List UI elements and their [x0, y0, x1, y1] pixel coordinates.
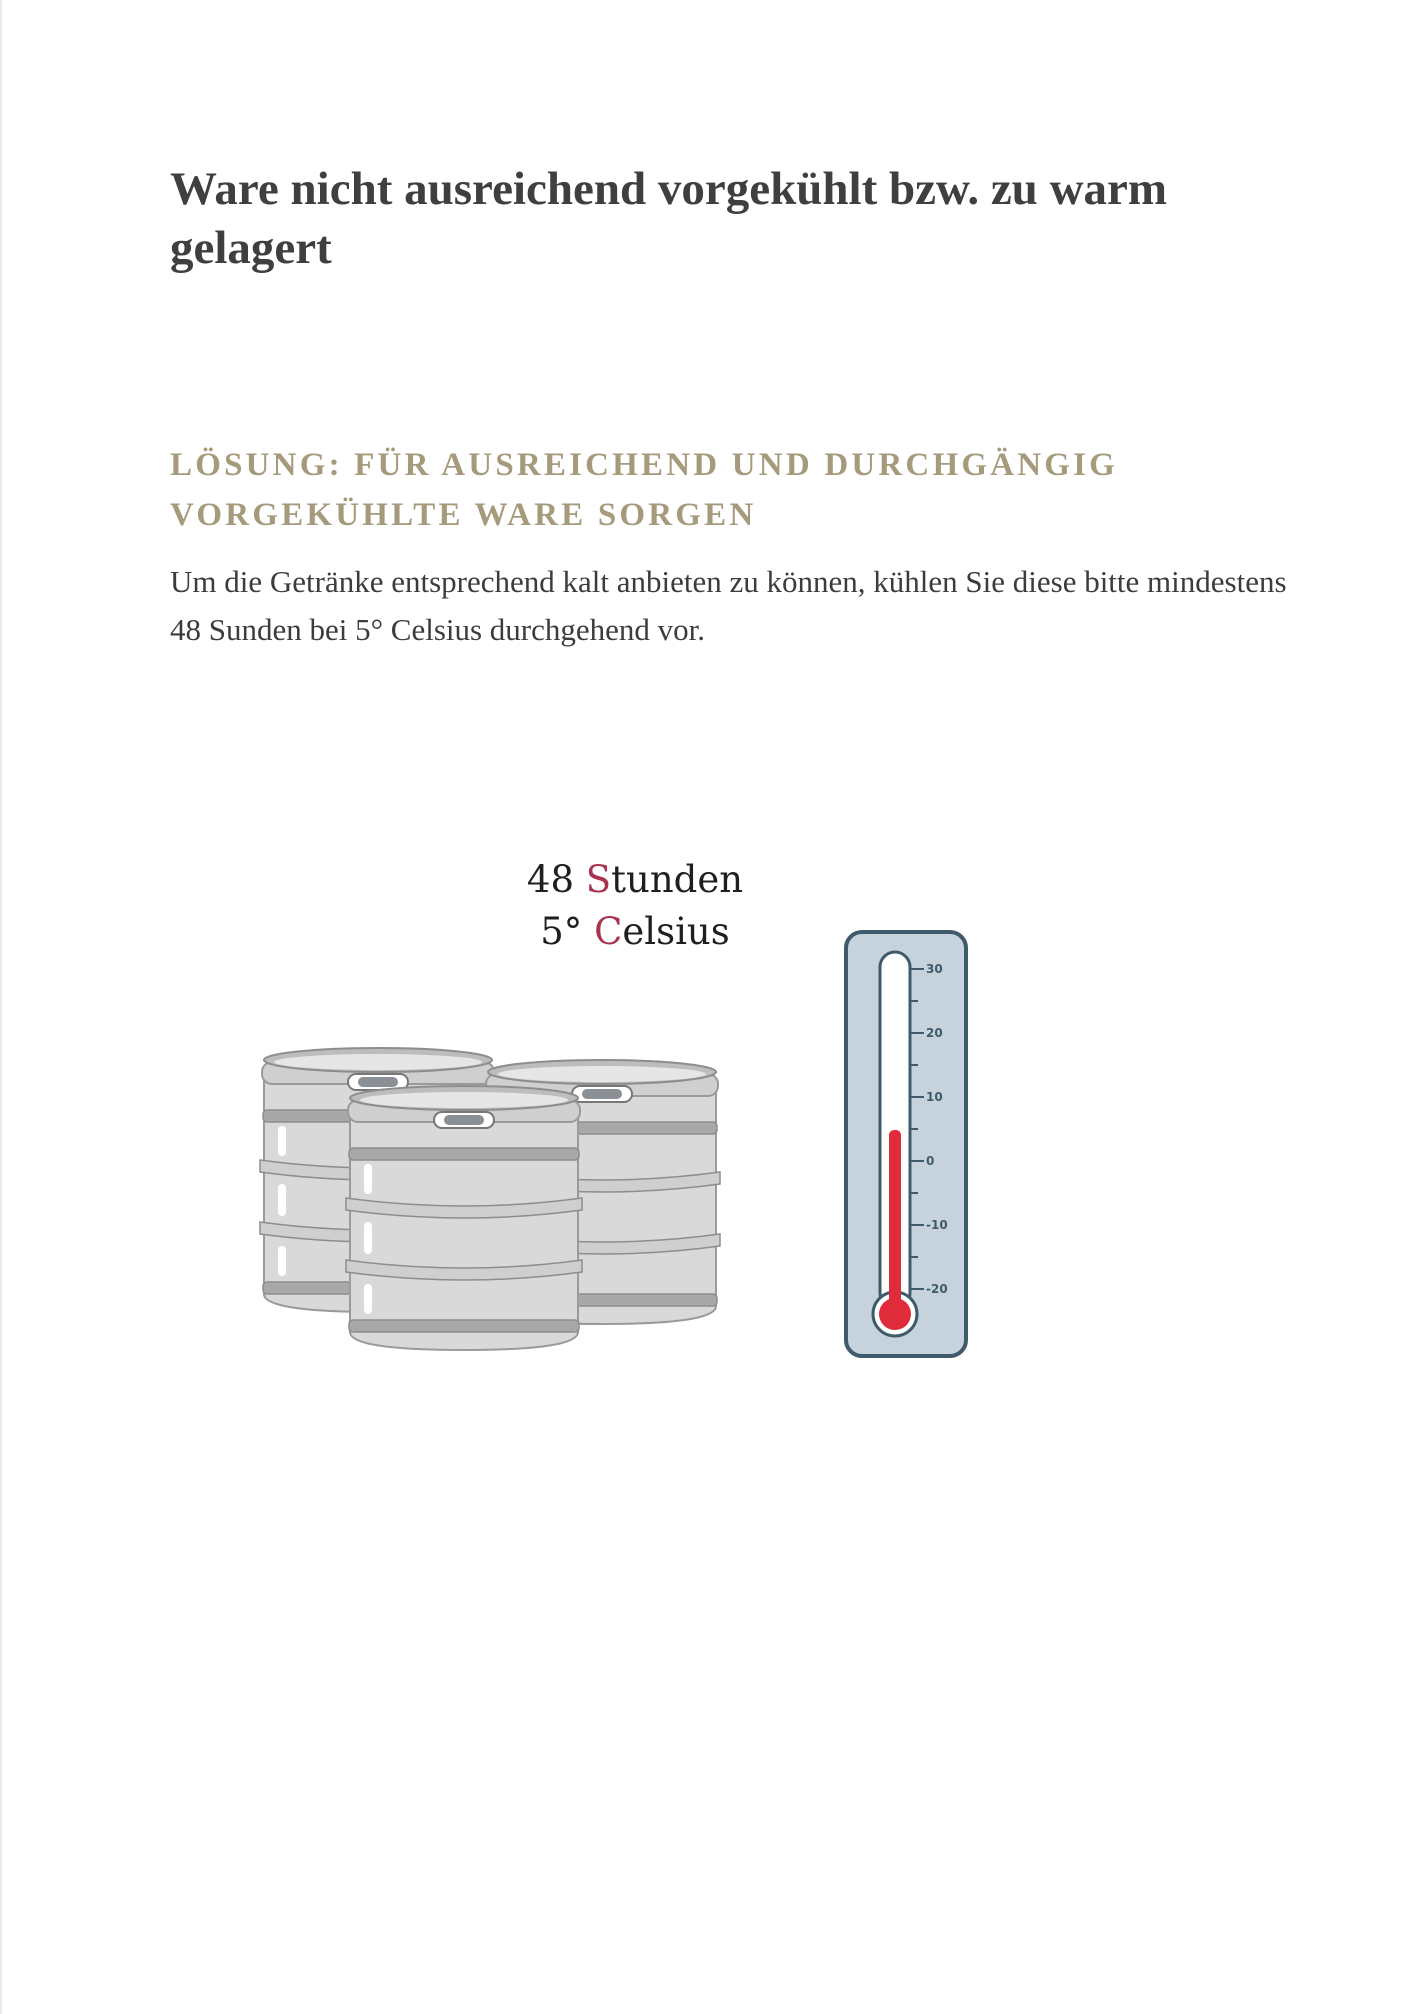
- solution-heading: LÖSUNG: FÜR AUSREICHEND UND DURCHGÄNGIG VORGEKÜHLTE WARE SORGEN: [170, 447, 1119, 533]
- celsius-accent-letter: C: [594, 910, 623, 953]
- scale-label-10: 10: [926, 1090, 943, 1104]
- keg-front: [346, 1086, 582, 1350]
- thermometer-bulb: [879, 1298, 911, 1330]
- scale-label-20: 20: [926, 1026, 943, 1040]
- hours-accent-letter: S: [585, 858, 612, 901]
- scale-label-30: 30: [926, 962, 943, 976]
- thermometer-mercury: [889, 1130, 901, 1310]
- hours-prefix: 48: [526, 858, 586, 901]
- scale-label-0: 0: [926, 1154, 935, 1168]
- hours-rest: tunden: [611, 858, 744, 901]
- thermometer-icon: [846, 932, 966, 1356]
- scale-label-minus-10: -10: [926, 1218, 948, 1232]
- body-paragraph: Um die Getränke entsprechend kalt anbieten zu können, kühlen Sie diese bitte mindestens 48 Sunden bei 5° Celsius durchgehend vor.: [170, 564, 1287, 647]
- celsius-prefix: 5°: [540, 910, 595, 953]
- beer-keg-icon: [260, 1048, 720, 1350]
- page-title: Ware nicht ausreichend vorgekühlt bzw. zu warm gelagert: [170, 163, 1168, 274]
- celsius-rest: elsius: [622, 910, 730, 953]
- scale-label-minus-20: -20: [926, 1282, 948, 1296]
